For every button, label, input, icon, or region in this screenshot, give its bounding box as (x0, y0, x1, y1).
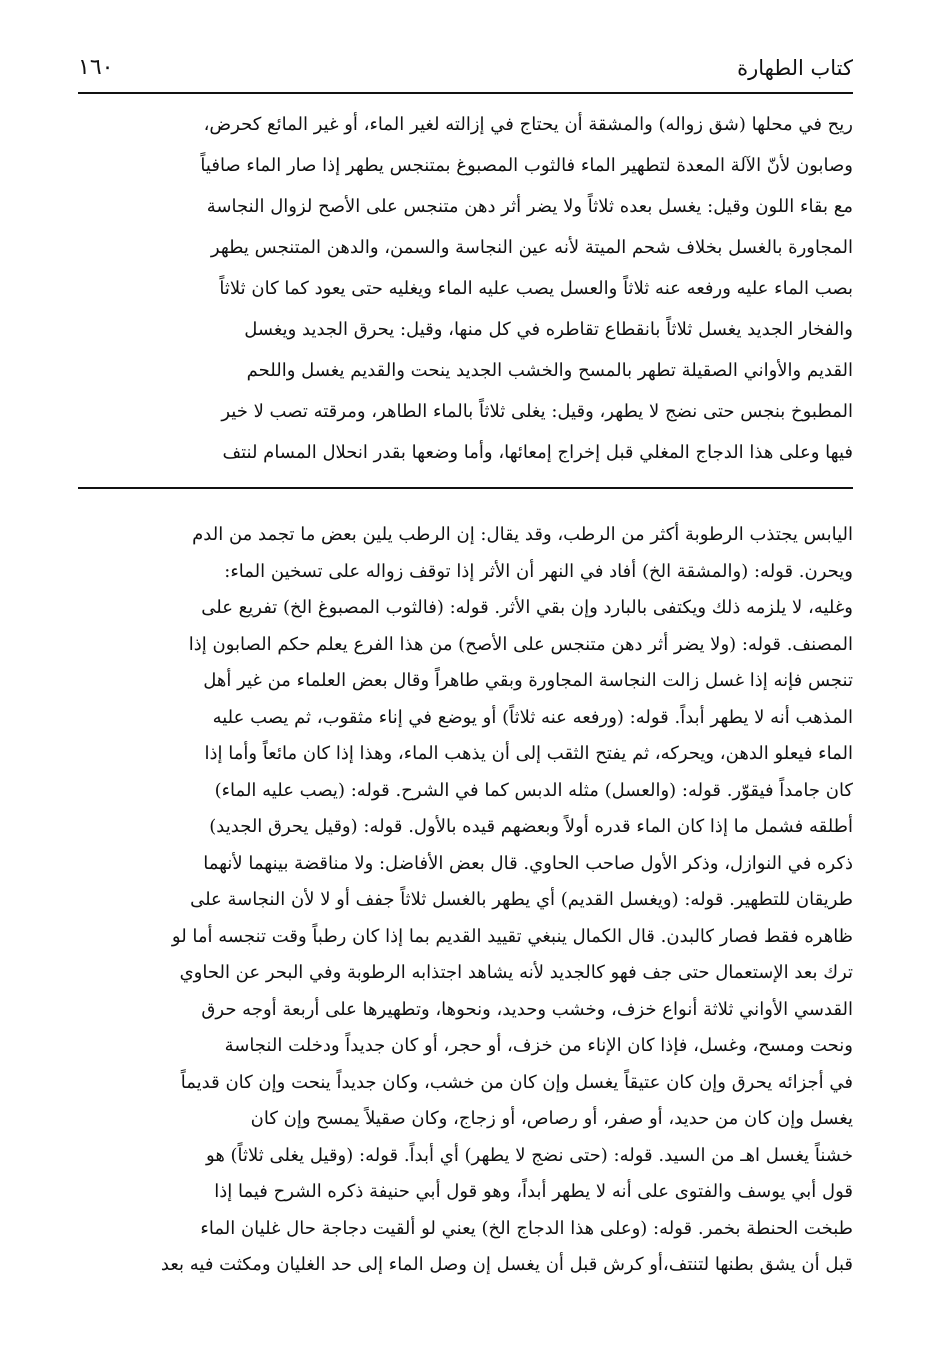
commentary-line: تنجس فإنه إذا غسل زالت النجاسة المجاورة وبقي طاهراً وقال بعض العلماء من غير أهل (203, 670, 853, 691)
commentary-line: كان جامداً فيقوّر. قوله: (والعسل) مثله الدبس كما في الشرح. قوله: (يصب عليه الماء) (214, 779, 853, 801)
commentary-line: قبل أن يشق بطنها لتنتف،أو كرش قبل أن يغسل إن وصل الماء إلى حد الغليان ومكثت فيه بعد (160, 1254, 853, 1275)
page-number: ١٦٠ (78, 55, 114, 80)
main-text-line: وصابون لأنّ الآلة المعدة لتطهير الماء فالثوب المصبوغ بمتنجس يطهر إذا صار الماء صافياً (200, 155, 853, 176)
commentary-line: قول أبي يوسف والفتوى على أنه لا يطهر أبداً، وهو قول أبي حنيفة ذكره الشرح فيما إذا (214, 1181, 853, 1202)
commentary-text (78, 517, 853, 1284)
main-text-line: مع بقاء اللون وقيل: يغسل بعده ثلاثاً ولا يضر أثر دهن متنجس على الأصح لزوال النجاسة (206, 196, 853, 217)
commentary-line: المذهب أنه لا يطهر أبداً. قوله: (ورفعه عنه ثلاثاً) أو يوضع في إناء مثقوب، ثم يصب عليه (212, 706, 853, 728)
main-text-line: المطبوخ بنجس حتى نضج لا يطهر، وقيل: يغلى ثلاثاً بالماء الطاهر، ومرقته تصب لا خير (221, 401, 853, 422)
commentary-line: ترك بعد الإستعمال حتى جف فهو كالجديد لأنه يشاهد اجتذابه الرطوبة وفي البحر عن الحاوي (179, 962, 853, 983)
page-header (78, 40, 853, 80)
commentary-line: خشناً يغسل اهـ من السيد. قوله: (حتى نضج لا يطهر) أي أبداً. قوله: (وقيل يغلى ثلاثاً) هو (206, 1144, 853, 1166)
commentary-line: ظاهره فقط فصار كالبدن. قال الكمال ينبغي تقييد القديم بما إذا كان رطباً وقت تنجسه أما لو (171, 925, 853, 947)
main-text (78, 104, 853, 473)
header-rule (78, 92, 853, 94)
commentary-line: ويحرن. قوله: (والمشقة الخ) أفاد في النهر أن الأثر إذا توقف زواله على تسخين الماء: (224, 560, 853, 582)
commentary-line: في أجزائه يحرق وإن كان عتيقاً يغسل وإن كان من خشب، وكان جديداً ينحت وإن كان قديماً (180, 1071, 853, 1093)
main-text-line: ريح في محلها (شق زواله) والمشقة أن يحتاج في إزالته لغير الماء، أو غير المائع كحرض، (203, 114, 853, 135)
main-text-line: بصب الماء عليه ورفعه عنه ثلاثاً والعسل يصب عليه الماء ويغليه حتى يعود كما كان ثلاثاً (219, 278, 853, 299)
section-divider (78, 487, 853, 489)
main-text-line: والفخار الجديد يغسل ثلاثاً بانقطاع تقاطره في كل منها، وقيل: يحرق الجديد ويغسل (244, 319, 853, 340)
commentary-line: يغسل وإن كان من حديد، أو صفر، أو رصاص، أو زجاج، وكان صقيلاً يمسح وإن كان (250, 1108, 853, 1129)
commentary-line: وغليه، لا يلزمه ذلك ويكتفى بالبارد وإن بقي الأثر. قوله: (فالثوب المصبوغ الخ) تفريع على (201, 597, 853, 618)
book-title: كتاب الطهارة (737, 56, 853, 80)
commentary-line: طبخت الحنطة بخمر. قوله: (وعلى هذا الدجاج الخ) يعني لو ألقيت دجاجة حال غليان الماء (200, 1217, 853, 1239)
commentary-line: اليابس يجتذب الرطوبة أكثر من الرطب، وقد يقال: إن الرطب يلين بعض ما تجمد من الدم (192, 524, 853, 545)
commentary-line: ذكره في النوازل، وذكر الأول صاحب الحاوي. قال بعض الأفاضل: ولا مناقضة بينهما لأنهما (203, 852, 853, 874)
main-text-line: المجاورة بالغسل بخلاف شحم الميتة لأنه عين النجاسة والسمن، والدهن المتنجس يطهر (210, 237, 853, 258)
main-text-line: فيها وعلى هذا الدجاج المغلي قبل إخراج إمعائها، وأما وضعها بقدر انحلال المسام لنتف (222, 442, 853, 463)
commentary-line: طريقان للتطهير. قوله: (ويغسل القديم) أي يطهر بالغسل ثلاثاً جفف أو لا لأن النجاسة على (190, 889, 853, 910)
main-text-line: القديم والأواني الصقيلة تطهر بالمسح والخشب الجديد ينحت والقديم يغسل واللحم (246, 360, 853, 381)
commentary-line: أطلقه فشمل ما إذا كان الماء قدره أولاً وبعضهم قيده بالأول. قوله: (وقيل يحرق الجديد) (209, 816, 853, 837)
commentary-line: ونحت ومسح، وغسل، فإذا كان الإناء من خزف، أو حجر، أو كان جديداً ودخلت النجاسة (224, 1035, 853, 1056)
commentary-line: القدسي الأواني ثلاثة أنواع خزف، وخشب وحديد، ونحوها، وتطهيرها على أربعة أوجه حرق (201, 998, 853, 1020)
commentary-line: المصنف. قوله: (ولا يضر أثر دهن متنجس على الأصح) من هذا الفرع يعلم حكم الصابون إذا (188, 633, 853, 655)
commentary-line: الماء فيعلو الدهن، ويحركه، ثم يفتح الثقب إلى أن يذهب الماء، وهذا إذا كان مائعاً وأما إذا (204, 743, 853, 764)
